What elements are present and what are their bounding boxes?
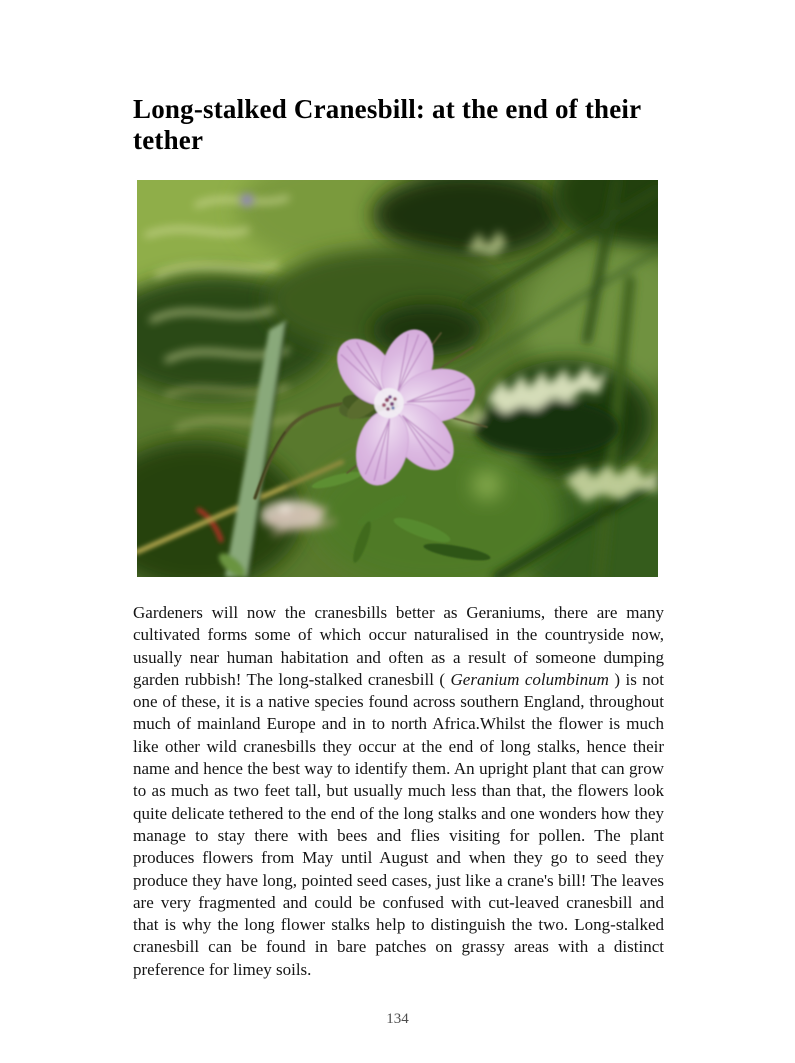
cranesbill-photo-illustration: [137, 180, 658, 577]
page-number: 134: [386, 1011, 409, 1027]
page-title: Long-stalked Cranesbill: at the end of their tether: [133, 94, 641, 156]
body-text-part2: ) is not one of these, it is a native species found across southern England, throughout much of mainland Europe and in to north Africa.Whilst the flower is much like other wild cranesbills they occur at the end of long stalks, hence their name and hence the best way to identify them. An upright plant that can grow to as much as two feet tall, but usually much less than that, the flowers look quite delicate tethered to the end of the long stalks and one wonders how they manage to stay there with bees and flies visiting for pollen. The plant produces flowers from May until August and when they go to seed they produce they have long, pointed seed cases, just like a crane's bill! The leaves are very fragmented and could be confused with cut-leaved cranesbill and that is why the long flower stalks help to distinguish the two. Long-stalked cranesbill can be found in bare patches on grassy areas with a distinct preference for limey soils.: [133, 669, 664, 979]
species-name-italic: Geranium columbinum: [450, 669, 609, 689]
cranesbill-photo: [137, 180, 658, 577]
article-body: [133, 602, 664, 981]
violet-bokeh-dot: [241, 194, 253, 206]
flower-center: [374, 388, 404, 418]
body-text-part1: Gardeners will now the cranesbills better as Geraniums, there are many cultivated forms some of which occur naturalised in the countryside now, usually near human habitation and often as a result of someone dumping garden rubbish! The long-stalked cranesbill (: [133, 603, 664, 689]
